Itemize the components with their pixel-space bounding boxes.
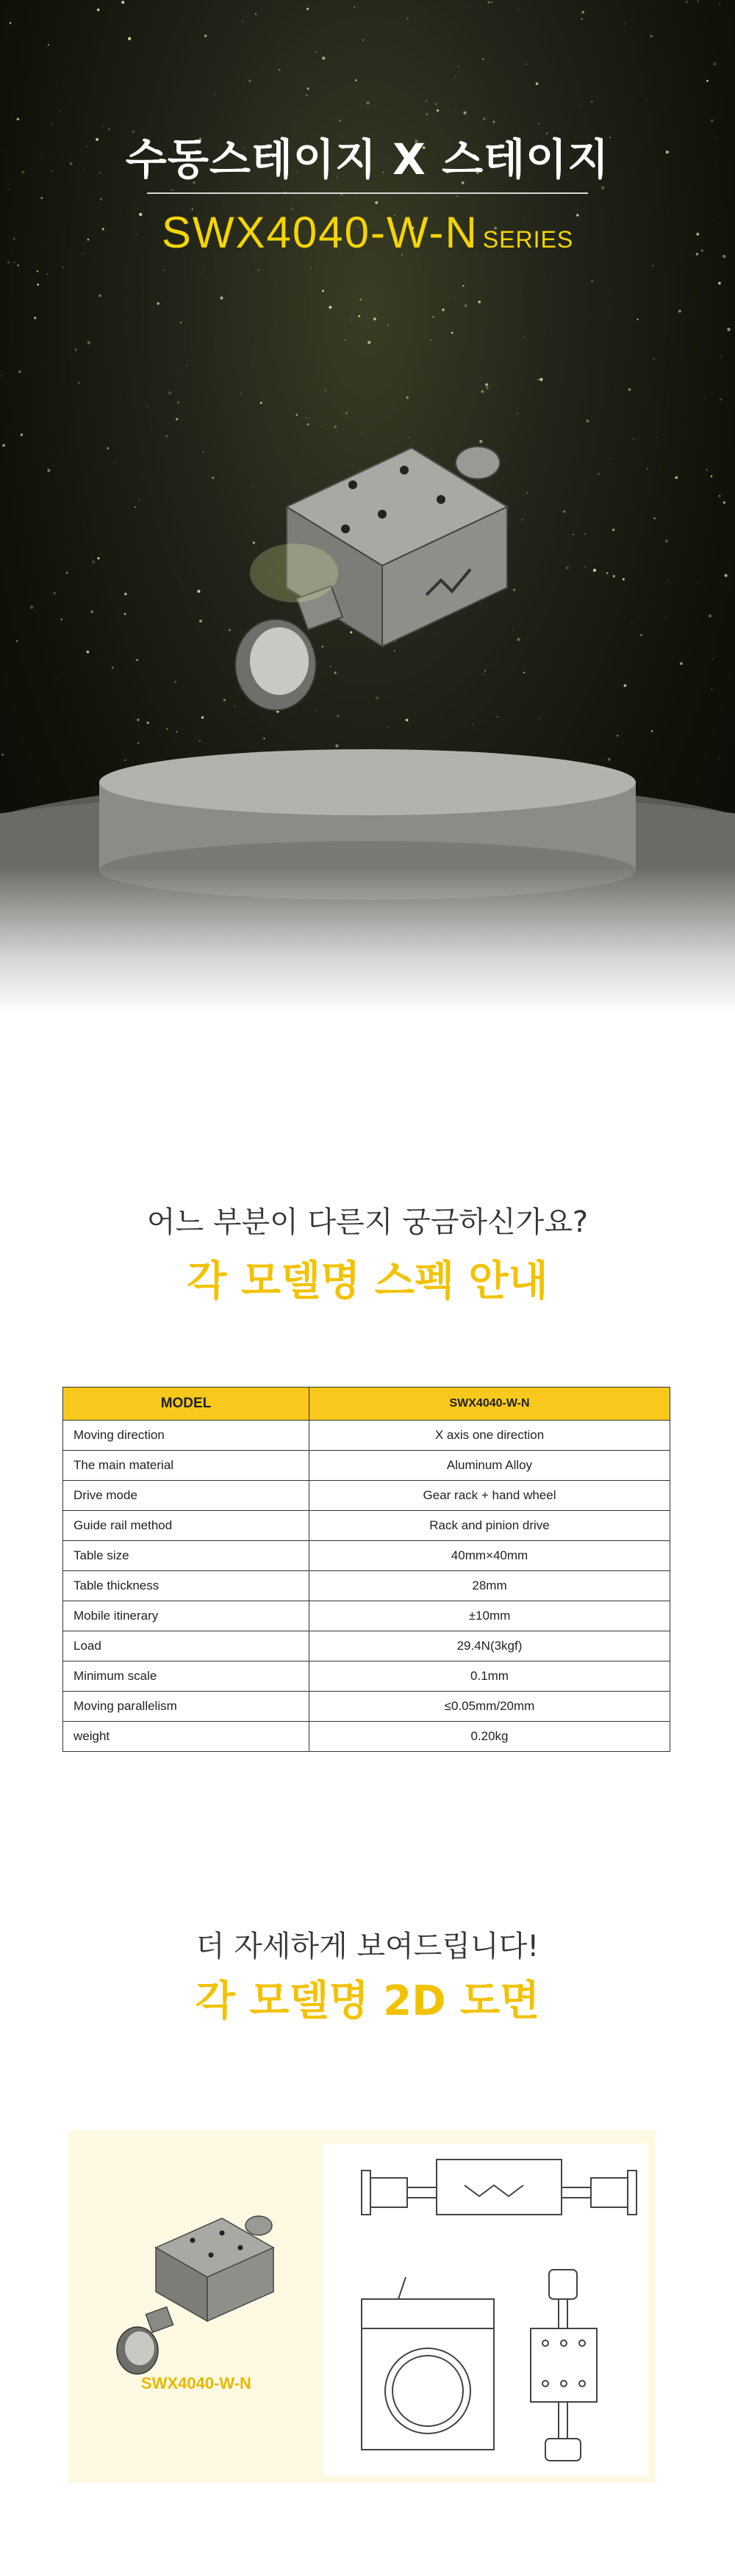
star-dot: [437, 109, 439, 112]
star-dot: [432, 316, 434, 317]
star-dot: [253, 541, 255, 544]
star-dot: [608, 758, 611, 761]
star-dot: [1, 754, 4, 756]
star-dot: [263, 737, 265, 739]
star-dot: [358, 315, 360, 317]
star-dot: [163, 270, 165, 271]
star-dot: [337, 715, 339, 717]
star-dot: [584, 567, 585, 568]
star-dot: [47, 469, 50, 472]
star-dot: [17, 264, 19, 267]
star-dot: [62, 267, 64, 268]
star-dot: [586, 419, 589, 422]
star-dot: [435, 104, 437, 105]
star-dot: [675, 476, 678, 479]
star-dot: [240, 393, 241, 394]
star-dot: [204, 35, 207, 37]
star-dot: [492, 120, 495, 123]
star-dot: [482, 58, 484, 60]
hero-fade-overlay: [0, 867, 735, 1014]
spec-key: weight: [63, 1722, 309, 1752]
star-dot: [10, 22, 12, 24]
star-dot: [698, 1, 699, 2]
star-dot: [360, 299, 362, 300]
star-dot: [54, 592, 56, 594]
star-dot: [606, 572, 609, 574]
star-dot: [387, 727, 388, 728]
star-dot: [37, 284, 39, 286]
table-row: [63, 1541, 670, 1571]
star-dot: [147, 721, 149, 724]
star-dot: [86, 650, 89, 653]
star-dot: [46, 273, 48, 275]
star-dot: [647, 99, 648, 100]
star-dot: [584, 533, 585, 534]
star-dot: [362, 40, 364, 41]
star-dot: [652, 265, 653, 267]
star-dot: [334, 425, 337, 428]
star-dot: [21, 433, 24, 436]
star-dot: [487, 387, 489, 389]
star-dot: [146, 406, 148, 408]
hero-title: 수동스테이지 X 스테이지: [125, 134, 610, 184]
star-dot: [612, 575, 614, 577]
star-dot: [199, 620, 202, 623]
x-stage-product-image: [235, 447, 507, 710]
star-dot: [485, 383, 488, 386]
star-dot: [612, 529, 614, 531]
spec-value: 0.20kg: [309, 1722, 670, 1752]
star-dot: [368, 341, 370, 344]
star-dot: [255, 13, 257, 15]
star-dot: [483, 118, 485, 120]
star-dot: [623, 578, 625, 580]
star-dot: [517, 11, 518, 12]
star-dot: [581, 105, 582, 107]
star-dot: [306, 417, 307, 419]
star-dot: [479, 440, 482, 443]
hero-series-label: SERIES: [482, 226, 574, 253]
star-dot: [426, 113, 429, 115]
hero-divider: [147, 192, 588, 194]
star-dot: [121, 1, 124, 4]
star-dot: [201, 716, 204, 718]
star-dot: [322, 57, 326, 60]
star-dot: [306, 423, 309, 425]
star-dot: [617, 735, 618, 736]
star-dot: [706, 80, 709, 82]
star-dot: [360, 432, 361, 433]
table-row: [63, 1481, 670, 1511]
table-row: [63, 1722, 670, 1752]
star-dot: [451, 332, 453, 334]
star-dot: [721, 356, 722, 357]
star-dot: [522, 519, 523, 520]
star-dot: [223, 699, 226, 701]
star-dot: [456, 195, 459, 198]
star-dot: [136, 659, 138, 661]
star-dot: [711, 688, 712, 690]
star-dot: [128, 37, 131, 40]
star-dot: [650, 35, 653, 37]
star-dot: [719, 495, 721, 497]
star-dot: [315, 51, 316, 52]
star-dot: [321, 646, 323, 648]
star-dot: [322, 290, 324, 292]
star-dot: [2, 444, 5, 447]
spec-value: ≤0.05mm/20mm: [309, 1692, 670, 1722]
star-dot: [426, 100, 427, 101]
drawing-heading: 각 모델명 2D 도면: [195, 1977, 540, 2025]
star-dot: [166, 728, 168, 729]
spec-value: Aluminum Alloy: [309, 1451, 670, 1481]
star-dot: [714, 62, 717, 65]
star-dot: [78, 382, 80, 384]
star-dot: [65, 571, 68, 574]
product-thumbnail: [117, 2216, 273, 2374]
star-dot: [481, 390, 484, 393]
table-row: [63, 1601, 670, 1631]
star-dot: [478, 300, 481, 303]
star-dot: [366, 101, 369, 104]
star-dot: [623, 684, 626, 687]
star-dot: [307, 87, 309, 90]
star-dot: [37, 270, 38, 272]
drawing-question: 더 자세하게 보여드립니다!: [196, 1930, 539, 1963]
star-dot: [197, 590, 200, 593]
star-dot: [176, 418, 178, 420]
spec-key: Guide rail method: [63, 1511, 309, 1541]
star-dot: [168, 392, 172, 395]
star-dot: [665, 540, 668, 543]
star-dot: [165, 435, 168, 437]
hero-model-code: SWX4040-W-N: [161, 208, 478, 257]
star-dot: [406, 718, 409, 721]
star-dot: [706, 469, 708, 471]
table-row: [63, 1692, 670, 1722]
spec-heading: 각 모델명 스펙 안내: [187, 1258, 548, 1305]
spec-header-value: SWX4040-W-N: [309, 1388, 670, 1421]
spec-key: Load: [63, 1631, 309, 1662]
table-row: [63, 1511, 670, 1541]
star-dot: [97, 558, 99, 560]
star-dot: [171, 190, 173, 191]
star-dot: [637, 319, 638, 320]
star-dot: [448, 296, 449, 297]
spec-value: 0.1mm: [309, 1662, 670, 1692]
star-dot: [248, 79, 251, 82]
star-dot: [517, 413, 518, 414]
star-dot: [234, 706, 236, 707]
star-dot: [523, 336, 525, 338]
star-dot: [92, 560, 95, 563]
table-row: [63, 1662, 670, 1692]
star-dot: [711, 475, 713, 477]
star-dot: [523, 672, 525, 674]
star-dot: [430, 340, 431, 341]
star-dot: [712, 659, 713, 660]
spec-value: 40mm×40mm: [309, 1541, 670, 1571]
star-dot: [174, 681, 176, 683]
spec-key: Mobile itinerary: [63, 1601, 309, 1631]
hero-banner: [0, 0, 735, 1014]
star-dot: [335, 744, 338, 747]
table-row: [63, 1451, 670, 1481]
table-row: [63, 1421, 670, 1451]
star-dot: [315, 710, 317, 711]
star-dot: [97, 9, 100, 12]
star-dot: [563, 510, 565, 513]
hero-model-name: [0, 207, 735, 258]
spec-key: Drive mode: [63, 1481, 309, 1511]
star-dot: [306, 8, 309, 10]
star-dot: [678, 310, 681, 313]
star-dot: [633, 439, 634, 440]
spec-value: Rack and pinion drive: [309, 1511, 670, 1541]
star-dot: [724, 574, 727, 577]
drawing-illustrations: [68, 2130, 656, 2483]
star-dot: [536, 82, 539, 85]
star-dot: [631, 621, 632, 622]
spec-header-key: MODEL: [63, 1388, 309, 1421]
star-dot: [651, 730, 653, 732]
drawing-front-view: [531, 2270, 597, 2461]
star-dot: [61, 618, 62, 620]
spec-table-header-row: [63, 1388, 670, 1421]
star-dot: [87, 341, 90, 344]
star-dot: [462, 285, 464, 286]
star-dot: [90, 610, 93, 613]
spec-value: Gear rack + hand wheel: [309, 1481, 670, 1511]
star-dot: [30, 606, 34, 610]
star-dot: [306, 95, 308, 96]
star-dot: [727, 328, 730, 331]
star-dot: [14, 261, 15, 263]
star-dot: [16, 641, 18, 642]
star-dot: [100, 198, 102, 200]
drawing-model-label: SWX4040-W-N: [141, 2374, 251, 2392]
spec-key: Table size: [63, 1541, 309, 1571]
star-dot: [497, 716, 498, 718]
star-dot: [17, 118, 20, 120]
drawing-side-view: [362, 2277, 494, 2450]
star-dot: [723, 501, 725, 503]
star-dot: [406, 18, 408, 19]
star-dot: [260, 402, 262, 404]
star-dot: [157, 302, 159, 304]
star-dot: [376, 696, 379, 699]
star-dot: [18, 370, 21, 373]
star-dot: [330, 665, 332, 668]
star-dot: [566, 566, 568, 569]
star-dot: [526, 492, 528, 494]
star-dot: [137, 743, 139, 744]
star-dot: [212, 477, 214, 479]
star-dot: [537, 379, 539, 380]
spec-key: Minimum scale: [63, 1662, 309, 1692]
star-dot: [718, 282, 721, 285]
star-dot: [7, 261, 10, 264]
star-dot: [55, 84, 57, 85]
star-dot: [60, 110, 61, 112]
star-dot: [355, 79, 357, 82]
spec-value: 29.4N(3kgf): [309, 1631, 670, 1662]
star-dot: [375, 201, 378, 204]
star-dot: [339, 120, 341, 122]
star-dot: [180, 322, 182, 323]
star-dot: [311, 267, 312, 268]
star-dot: [598, 473, 600, 475]
spec-key: Moving parallelism: [63, 1692, 309, 1722]
star-dot: [458, 65, 459, 67]
star-dot: [350, 631, 352, 633]
star-dot: [717, 758, 719, 760]
spec-table: [62, 1387, 670, 1752]
star-dot: [139, 499, 140, 501]
star-dot: [601, 186, 604, 189]
star-dot: [647, 468, 648, 469]
star-dot: [176, 731, 178, 732]
star-dot: [513, 589, 515, 591]
star-dot: [653, 358, 654, 359]
star-dot: [589, 317, 590, 318]
star-dot: [680, 663, 683, 665]
spec-key: The main material: [63, 1451, 309, 1481]
star-dot: [573, 534, 574, 535]
star-dot: [581, 18, 583, 20]
star-dot: [720, 399, 721, 400]
star-dot: [137, 718, 140, 721]
star-dot: [202, 271, 204, 273]
star-dot: [34, 317, 36, 319]
star-dot: [654, 517, 656, 519]
star-dot: [656, 438, 657, 439]
spec-value: 28mm: [309, 1571, 670, 1601]
star-dot: [709, 614, 711, 617]
spec-question: 어느 부분이 다른지 궁금하신가요?: [146, 1205, 589, 1239]
star-dot: [483, 674, 484, 675]
star-dot: [135, 506, 136, 508]
star-dot: [334, 671, 337, 674]
star-dot: [484, 670, 486, 671]
star-dot: [48, 44, 49, 46]
star-dot: [666, 617, 667, 618]
star-dot: [539, 378, 542, 380]
star-dot: [711, 120, 713, 122]
star-dot: [124, 593, 127, 596]
star-dot: [344, 339, 345, 341]
star-dot: [455, 76, 456, 77]
star-dot: [591, 101, 592, 102]
star-dot: [354, 7, 355, 8]
star-dot: [220, 296, 223, 299]
spec-value: ±10mm: [309, 1601, 670, 1631]
star-dot: [279, 69, 281, 71]
star-dot: [296, 414, 298, 416]
star-dot: [406, 396, 409, 399]
star-dot: [640, 635, 642, 636]
star-dot: [199, 740, 201, 742]
star-dot: [373, 317, 376, 320]
star-dot: [463, 112, 466, 115]
star-dot: [112, 667, 114, 669]
star-dot: [98, 295, 101, 297]
star-dot: [491, 1, 492, 3]
star-dot: [177, 401, 179, 403]
star-dot: [628, 388, 631, 391]
star-dot: [203, 451, 204, 452]
star-dot: [686, 1, 688, 3]
star-dot: [329, 306, 331, 309]
star-dot: [442, 309, 445, 311]
star-dot: [394, 650, 395, 652]
star-dot: [229, 629, 231, 631]
table-row: [63, 1631, 670, 1662]
star-dot: [107, 447, 109, 450]
drawing-top-view: [362, 2160, 637, 2215]
star-dot: [345, 412, 348, 414]
star-dot: [40, 197, 43, 199]
star-dot: [488, 1, 490, 4]
star-dot: [455, 109, 456, 110]
star-dot: [592, 281, 593, 282]
star-dot: [186, 365, 187, 366]
star-dot: [581, 11, 584, 14]
spec-value: X axis one direction: [309, 1421, 670, 1451]
star-dot: [593, 569, 596, 571]
star-dot: [517, 638, 520, 641]
star-dot: [698, 582, 699, 583]
table-row: [63, 1571, 670, 1601]
star-dot: [0, 375, 1, 377]
star-dot: [465, 304, 467, 307]
star-dot: [512, 629, 513, 630]
star-dot: [74, 348, 77, 351]
spec-key: Moving direction: [63, 1421, 309, 1451]
star-dot: [124, 760, 126, 762]
star-dot: [123, 613, 126, 615]
star-dot: [667, 580, 669, 582]
spec-key: Table thickness: [63, 1571, 309, 1601]
